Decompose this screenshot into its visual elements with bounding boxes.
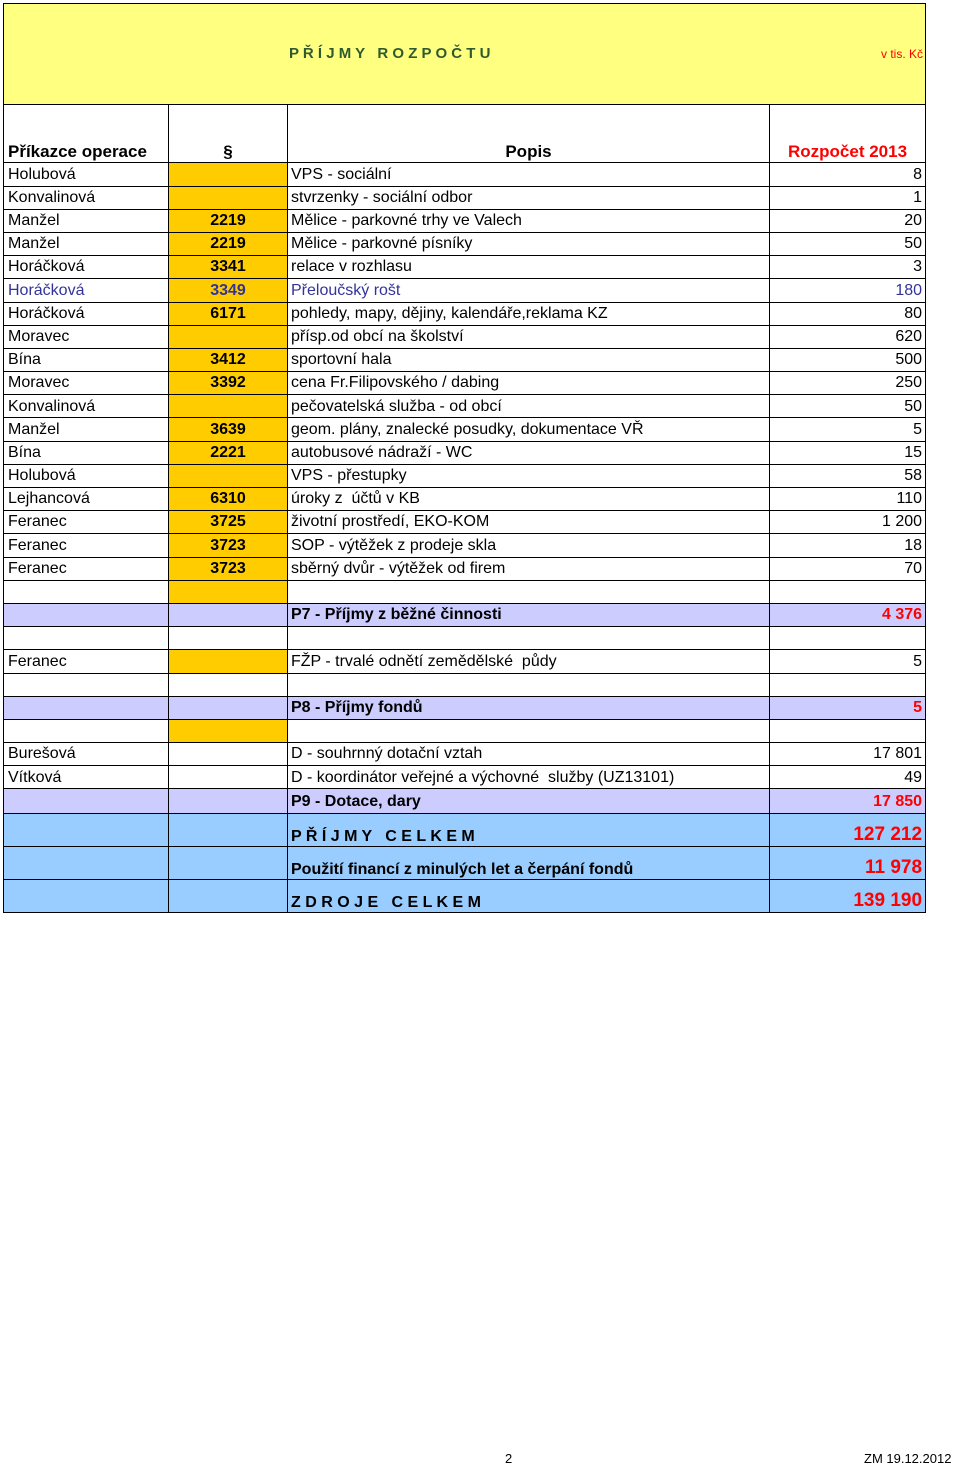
- spacer-row: [4, 673, 926, 696]
- cell-description: SOP - výtěžek z prodeje skla: [288, 534, 770, 557]
- cell-budget: 1 200: [770, 511, 926, 534]
- table-row: [4, 325, 926, 348]
- cell-description: Z D R O J E C E L K E M: [288, 880, 770, 913]
- spacer-row: [4, 719, 926, 742]
- table-row: [4, 279, 926, 302]
- table-row: [4, 232, 926, 255]
- cell-paragraph: 3639: [169, 418, 288, 441]
- cell-budget: 3: [770, 256, 926, 279]
- cell-description: přísp.od obcí na školství: [288, 325, 770, 348]
- cell-description: pohledy, mapy, dějiny, kalendáře,reklama KZ: [288, 302, 770, 325]
- cell-orderer: Bína: [4, 348, 169, 371]
- cell-budget: [770, 673, 926, 696]
- cell-budget: [770, 719, 926, 742]
- cell-description: autobusové nádraží - WC: [288, 441, 770, 464]
- cell-paragraph: 2221: [169, 441, 288, 464]
- cell-paragraph: 6171: [169, 302, 288, 325]
- cell-orderer: Feranec: [4, 650, 169, 673]
- cell-orderer: Manžel: [4, 232, 169, 255]
- cell-budget: [770, 627, 926, 650]
- cell-paragraph: [169, 603, 288, 626]
- title-row: [4, 4, 926, 105]
- table-row: [4, 766, 926, 789]
- page-number: 2: [505, 1451, 513, 1466]
- subtotal-row: [4, 789, 926, 814]
- cell-description: pečovatelská služba - od obcí: [288, 395, 770, 418]
- cell-description: geom. plány, znalecké posudky, dokumentace VŘ: [288, 418, 770, 441]
- cell-budget: 50: [770, 395, 926, 418]
- cell-orderer: [4, 789, 169, 814]
- cell-paragraph: [169, 395, 288, 418]
- cell-paragraph: 3725: [169, 511, 288, 534]
- cell-budget: 139 190: [770, 880, 926, 913]
- table-row: [4, 372, 926, 395]
- cell-orderer: [4, 696, 169, 719]
- cell-budget: 4 376: [770, 603, 926, 626]
- cell-orderer: Manžel: [4, 418, 169, 441]
- cell-orderer: Burešová: [4, 743, 169, 766]
- budget-rows: [4, 163, 926, 913]
- cell-orderer: Holubová: [4, 163, 169, 186]
- cell-orderer: [4, 880, 169, 913]
- cell-orderer: [4, 814, 169, 847]
- header-description: Popis: [288, 105, 770, 163]
- table-row: [4, 209, 926, 232]
- budget-table: [3, 3, 926, 913]
- table-row: [4, 302, 926, 325]
- cell-budget: 70: [770, 557, 926, 580]
- cell-budget: 5: [770, 418, 926, 441]
- cell-paragraph: [169, 814, 288, 847]
- cell-orderer: Horáčková: [4, 302, 169, 325]
- cell-budget: 5: [770, 650, 926, 673]
- cell-budget: 15: [770, 441, 926, 464]
- header-budget: Rozpočet 2013: [770, 105, 926, 163]
- cell-description: stvrzenky - sociální odbor: [288, 186, 770, 209]
- cell-description: [288, 627, 770, 650]
- cell-orderer: Horáčková: [4, 279, 169, 302]
- title-bar: [4, 4, 926, 105]
- cell-description: [288, 673, 770, 696]
- cell-orderer: [4, 719, 169, 742]
- cell-budget: 180: [770, 279, 926, 302]
- cell-paragraph: 3392: [169, 372, 288, 395]
- header-paragraph: §: [169, 105, 288, 163]
- cell-orderer: [4, 627, 169, 650]
- cell-description: úroky z účtů v KB: [288, 488, 770, 511]
- cell-paragraph: 3349: [169, 279, 288, 302]
- cell-orderer: Feranec: [4, 511, 169, 534]
- cell-budget: 620: [770, 325, 926, 348]
- cell-orderer: Horáčková: [4, 256, 169, 279]
- cell-paragraph: 3723: [169, 557, 288, 580]
- cell-budget: 49: [770, 766, 926, 789]
- cell-description: životní prostředí, EKO-KOM: [288, 511, 770, 534]
- cell-orderer: Moravec: [4, 372, 169, 395]
- cell-paragraph: [169, 880, 288, 913]
- cell-orderer: Feranec: [4, 557, 169, 580]
- cell-paragraph: [169, 766, 288, 789]
- cell-budget: 17 850: [770, 789, 926, 814]
- cell-paragraph: [169, 789, 288, 814]
- table-row: [4, 557, 926, 580]
- cell-paragraph: [169, 673, 288, 696]
- cell-orderer: Manžel: [4, 209, 169, 232]
- cell-budget: 500: [770, 348, 926, 371]
- table-row: [4, 348, 926, 371]
- cell-paragraph: 2219: [169, 209, 288, 232]
- cell-description: sportovní hala: [288, 348, 770, 371]
- cell-orderer: Vítková: [4, 766, 169, 789]
- table-row: [4, 650, 926, 673]
- table-row: [4, 418, 926, 441]
- table-row: [4, 488, 926, 511]
- cell-paragraph: [169, 163, 288, 186]
- cell-description: D - koordinátor veřejné a výchovné služby (UZ13101): [288, 766, 770, 789]
- cell-description: VPS - přestupky: [288, 464, 770, 487]
- cell-paragraph: [169, 719, 288, 742]
- cell-description: P8 - Příjmy fondů: [288, 696, 770, 719]
- cell-budget: 5: [770, 696, 926, 719]
- cell-paragraph: [169, 627, 288, 650]
- cell-description: Přeloučský rošt: [288, 279, 770, 302]
- cell-paragraph: [169, 464, 288, 487]
- cell-paragraph: [169, 325, 288, 348]
- cell-description: P Ř Í J M Y C E L K E M: [288, 814, 770, 847]
- cell-orderer: Lejhancová: [4, 488, 169, 511]
- cell-description: VPS - sociální: [288, 163, 770, 186]
- table-row: [4, 256, 926, 279]
- cell-paragraph: [169, 186, 288, 209]
- spacer-row: [4, 627, 926, 650]
- cell-budget: 20: [770, 209, 926, 232]
- subtotal-row: [4, 696, 926, 719]
- cell-budget: 8: [770, 163, 926, 186]
- cell-paragraph: [169, 847, 288, 880]
- cell-description: Mělice - parkovné písníky: [288, 232, 770, 255]
- cell-paragraph: [169, 696, 288, 719]
- cell-paragraph: [169, 743, 288, 766]
- table-row: [4, 395, 926, 418]
- cell-description: Použití financí z minulých let a čerpání fondů: [288, 847, 770, 880]
- cell-orderer: [4, 580, 169, 603]
- cell-orderer: Bína: [4, 441, 169, 464]
- cell-budget: 1: [770, 186, 926, 209]
- cell-description: FŽP - trvalé odnětí zemědělské půdy: [288, 650, 770, 673]
- cell-paragraph: [169, 580, 288, 603]
- cell-description: cena Fr.Filipovského / dabing: [288, 372, 770, 395]
- total-row: [4, 880, 926, 913]
- footer-reference: ZM 19.12.2012: [864, 1451, 952, 1466]
- cell-description: P7 - Příjmy z běžné činnosti: [288, 603, 770, 626]
- cell-description: sběrný dvůr - výtěžek od firem: [288, 557, 770, 580]
- header-orderer: Příkazce operace: [4, 105, 169, 163]
- cell-paragraph: 2219: [169, 232, 288, 255]
- cell-description: [288, 719, 770, 742]
- cell-budget: 110: [770, 488, 926, 511]
- cell-paragraph: [169, 650, 288, 673]
- cell-budget: 80: [770, 302, 926, 325]
- cell-description: [288, 580, 770, 603]
- cell-orderer: [4, 847, 169, 880]
- cell-budget: 11 978: [770, 847, 926, 880]
- cell-budget: 250: [770, 372, 926, 395]
- cell-budget: 127 212: [770, 814, 926, 847]
- cell-paragraph: 3723: [169, 534, 288, 557]
- cell-description: Mělice - parkovné trhy ve Valech: [288, 209, 770, 232]
- cell-paragraph: 3341: [169, 256, 288, 279]
- table-row: [4, 511, 926, 534]
- cell-budget: 58: [770, 464, 926, 487]
- table-row: [4, 186, 926, 209]
- cell-orderer: Holubová: [4, 464, 169, 487]
- cell-budget: [770, 580, 926, 603]
- table-row: [4, 464, 926, 487]
- cell-paragraph: 3412: [169, 348, 288, 371]
- total-row: [4, 847, 926, 880]
- table-row: [4, 534, 926, 557]
- cell-budget: 50: [770, 232, 926, 255]
- cell-orderer: Konvalinová: [4, 395, 169, 418]
- cell-orderer: Feranec: [4, 534, 169, 557]
- cell-description: P9 - Dotace, dary: [288, 789, 770, 814]
- spacer-row: [4, 580, 926, 603]
- cell-description: relace v rozhlasu: [288, 256, 770, 279]
- cell-orderer: Konvalinová: [4, 186, 169, 209]
- cell-orderer: [4, 603, 169, 626]
- cell-orderer: [4, 673, 169, 696]
- document-title: P Ř Í J M Y R O Z P O Č T U: [289, 44, 491, 62]
- table-row: [4, 441, 926, 464]
- table-row: [4, 163, 926, 186]
- total-row: [4, 814, 926, 847]
- cell-paragraph: 6310: [169, 488, 288, 511]
- cell-description: D - souhrnný dotační vztah: [288, 743, 770, 766]
- cell-orderer: Moravec: [4, 325, 169, 348]
- table-row: [4, 743, 926, 766]
- column-header-row: [4, 105, 926, 163]
- cell-budget: 17 801: [770, 743, 926, 766]
- subtotal-row: [4, 603, 926, 626]
- unit-label: v tis. Kč: [881, 46, 924, 61]
- cell-budget: 18: [770, 534, 926, 557]
